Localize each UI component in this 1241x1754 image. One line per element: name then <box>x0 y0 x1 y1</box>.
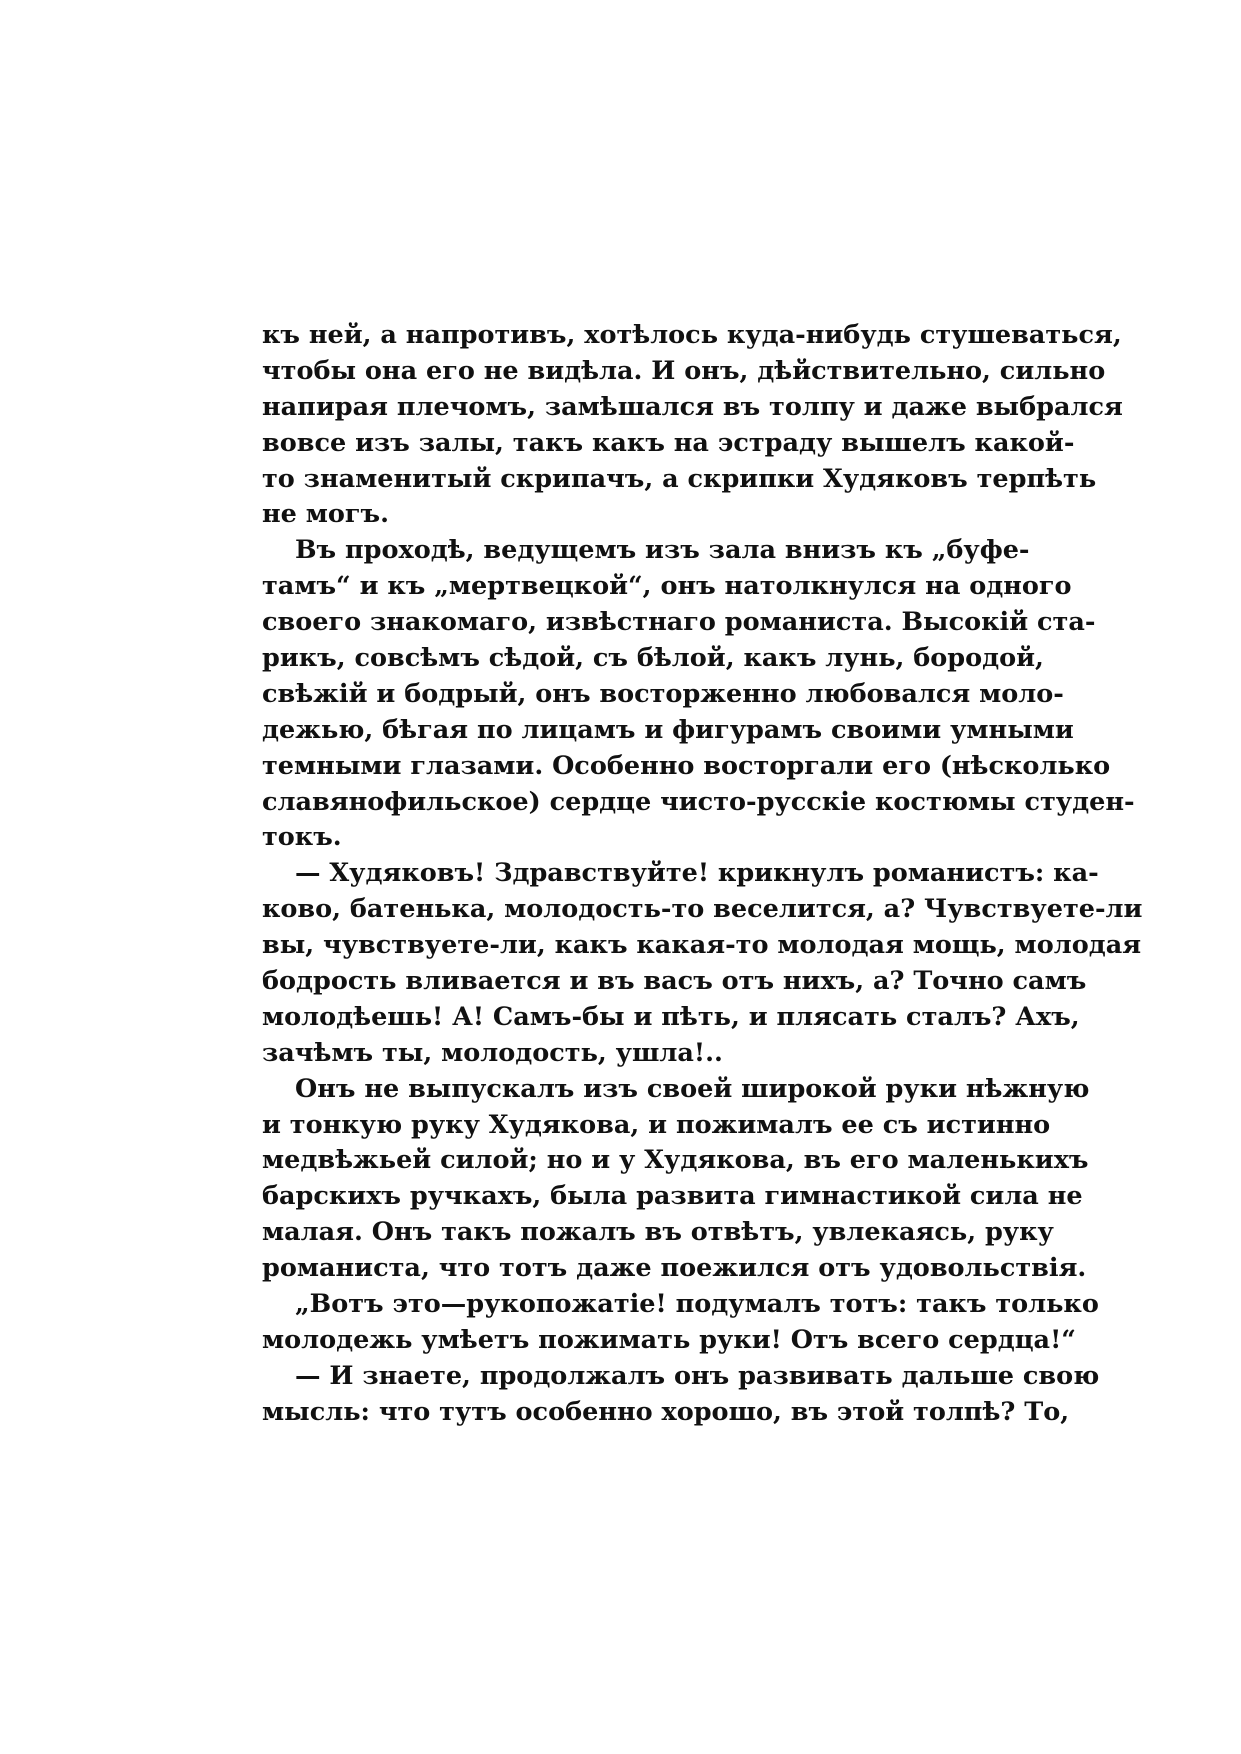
text-line: Онъ не выпускалъ изъ своей широкой руки нѣжную <box>295 1073 1090 1104</box>
text-line: молодежь умѣетъ пожимать руки! Отъ всего сердца!“ <box>262 1324 1076 1355</box>
text-line: барскихъ ручкахъ, была развита гимнастикой сила не <box>262 1181 1083 1212</box>
text-line: дежью, бѣгая по лицамъ и фигурамъ своими умными <box>262 714 1074 745</box>
text-line: рикъ, совсѣмъ сѣдой, съ бѣлой, какъ лунь, бородой, <box>262 643 1044 674</box>
text-line: не могъ. <box>262 499 389 530</box>
text-line: Въ проходѣ, ведущемъ изъ зала внизъ къ „буфе- <box>295 535 1030 566</box>
text-line: малая. Онъ такъ пожалъ въ отвѣтъ, увлекаясь, руку <box>262 1217 1054 1248</box>
text-line: романиста, что тотъ даже поежился отъ удовольствія. <box>262 1253 1087 1284</box>
text-line: — И знаете, продолжалъ онъ развивать дальше свою <box>295 1360 1100 1391</box>
text-line: — Худяковъ! Здравствуйте! крикнулъ романистъ: ка- <box>295 858 1099 889</box>
paragraph <box>262 533 1135 856</box>
text-line: молодѣешь! А! Самъ-бы и пѣть, и плясать сталъ? Ахъ, <box>262 1001 1080 1032</box>
text-line: къ ней, а напротивъ, хотѣлось куда-нибудь стушеваться, <box>262 320 1122 350</box>
text-line: своего знакомаго, извѣстнаго романиста. Высокій ста- <box>262 607 1096 638</box>
text-line: вовсе изъ залы, такъ какъ на эстраду вышелъ какой- <box>262 427 1075 458</box>
paragraph <box>262 1072 1090 1287</box>
paragraph <box>262 1359 1100 1431</box>
text-line: чтобы она его не видѣла. И онъ, дѣйствительно, сильно <box>262 355 1106 386</box>
text-line: то знаменитый скрипачъ, а скрипки Худяковъ терпѣть <box>262 463 1097 494</box>
text-line: бодрость вливается и въ васъ отъ нихъ, а? Точно самъ <box>262 966 1087 997</box>
paragraph <box>262 856 1143 1071</box>
paragraph <box>262 318 1123 533</box>
paragraph <box>262 1287 1099 1359</box>
text-line: напирая плечомъ, замѣшался въ толпу и даже выбрался <box>262 391 1123 422</box>
text-line: зачѣмъ ты, молодость, ушла!.. <box>262 1037 723 1068</box>
page-text <box>262 318 1143 1431</box>
text-line: медвѣжьей силой; но и у Худякова, въ его маленькихъ <box>262 1145 1089 1176</box>
text-line: свѣжій и бодрый, онъ восторженно любовался моло- <box>262 678 1064 709</box>
text-line: и тонкую руку Худякова, и пожималъ ее съ истинно <box>262 1109 1051 1140</box>
text-line: ково, батенька, молодость-то веселится, а? Чувствуете-ли <box>262 894 1143 925</box>
text-line: тамъ“ и къ „мертвецкой“, онъ натолкнулся на одного <box>262 571 1072 602</box>
text-line: токъ. <box>262 822 342 853</box>
text-line: славянофильское) сердце чисто-русскіе костюмы студен- <box>262 786 1135 817</box>
text-line: мысль: что тутъ особенно хорошо, въ этой толпѣ? То, <box>262 1396 1070 1427</box>
text-line: вы, чувствуете-ли, какъ какая-то молодая мощь, молодая <box>262 930 1142 961</box>
text-line: „Вотъ это—рукопожатіе! подумалъ тотъ: такъ только <box>295 1289 1099 1320</box>
text-line: темными глазами. Особенно восторгали его (нѣсколько <box>262 750 1111 781</box>
